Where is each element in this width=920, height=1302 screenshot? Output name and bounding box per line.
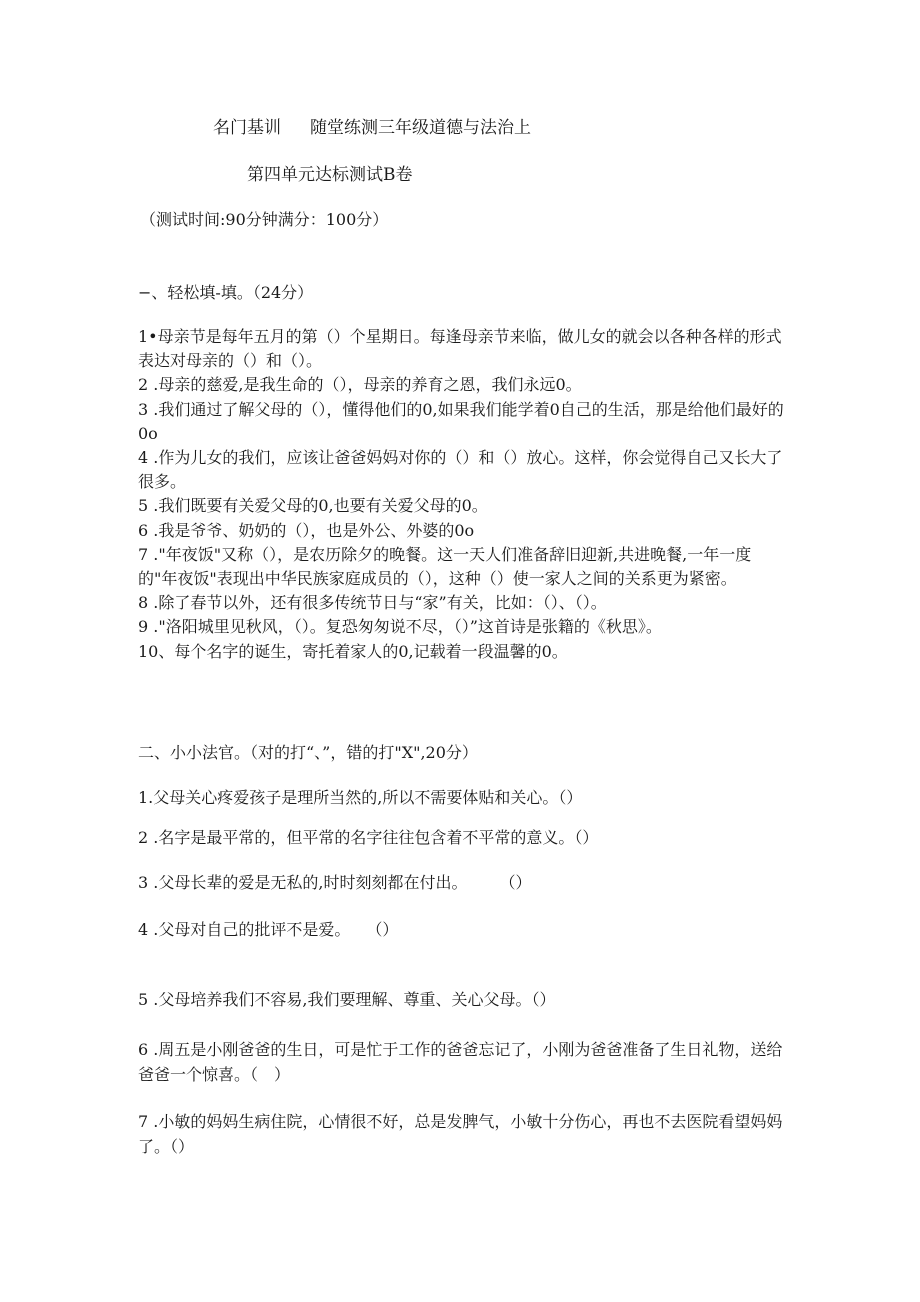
question-fill-6: 6 .我是爷爷、奶奶的（），也是外公、外婆的0o bbox=[138, 520, 475, 540]
question-fill-10: 10、每个名字的诞生，寄托着家人的0,记载着一段温馨的0。 bbox=[138, 641, 568, 661]
question-judge-2: 2 .名字是最平常的，但平常的名字往往包含着不平常的意义。（） bbox=[138, 828, 599, 847]
question-judge-5: 5 .父母培养我们不容易,我们要理解、尊重、关心父母。（） bbox=[138, 990, 556, 1009]
document-subtitle: 第四单元达标测试B卷 bbox=[247, 165, 413, 185]
question-fill-9: 9 ."洛阳城里见秋风，（）。复恐匆匆说不尽，（）”这首诗是张籍的《秋思》。 bbox=[138, 617, 662, 637]
question-judge-3: 3 .父母长辈的爱是无私的,时时刻刻都在付出。 （） bbox=[138, 873, 532, 892]
question-judge-1: 1.父母关心疼爱孩子是理所当然的,所以不需要体贴和关心。（） bbox=[138, 788, 583, 807]
question-fill-2: 2 .母亲的慈爱,是我生命的（），母亲的养育之恩，我们永远0。 bbox=[138, 375, 582, 395]
header-course: 随堂练测三年级道德与法治上 bbox=[310, 118, 531, 138]
test-meta: （测试时间:90分钟满分：100分） bbox=[140, 210, 389, 229]
question-fill-5: 5 .我们既要有关爱父母的0,也要有关爱父母的0。 bbox=[138, 496, 488, 516]
section2-heading: 二、小小法官。（对的打“、”，错的打"X",20分） bbox=[138, 743, 478, 762]
section1-heading: −、轻松填-填。（24分） bbox=[138, 283, 314, 302]
question-judge-4: 4 .父母对自己的批评不是爱。 （） bbox=[138, 920, 399, 939]
question-judge-7: 7 .小敏的妈妈生病住院，心情很不好，总是发脾气，小敏十分伤心，再也不去医院看望妈妈了。（） bbox=[138, 1112, 783, 1156]
section1-questions bbox=[138, 325, 788, 664]
question-fill-3: 3 .我们通过了解父母的（），懂得他们的0,如果我们能学着0自己的生活，那是给他们最好的0o bbox=[138, 399, 784, 443]
question-judge-6: 6 .周五是小刚爸爸的生日，可是忙于工作的爸爸忘记了，小刚为爸爸准备了生日礼物，送给爸爸一个惊喜。（ ） bbox=[138, 1040, 783, 1084]
question-fill-7: 7 ."年夜饭"又称（），是农历除夕的晚餐。这一天人们准备辞旧迎新,共进晚餐,一年一度的"年夜饭"表现出中华民族家庭成员的（），这种（）使一家人之间的关系更为紧密。 bbox=[138, 544, 752, 589]
question-fill-8: 8 .除了春节以外，还有很多传统节日与“家”有关，比如：（）、（）。 bbox=[138, 593, 607, 613]
header-brand: 名门基训 bbox=[213, 118, 281, 138]
question-fill-4: 4 .作为儿女的我们，应该让爸爸妈妈对你的（）和（）放心。这样，你会觉得自己又长大了很多。 bbox=[138, 448, 783, 492]
question-fill-1: 1•母亲节是每年五月的第（）个星期日。每逢母亲节来临，做儿女的就会以各种各样的形式表达对母亲的（）和（）。 bbox=[138, 327, 782, 371]
